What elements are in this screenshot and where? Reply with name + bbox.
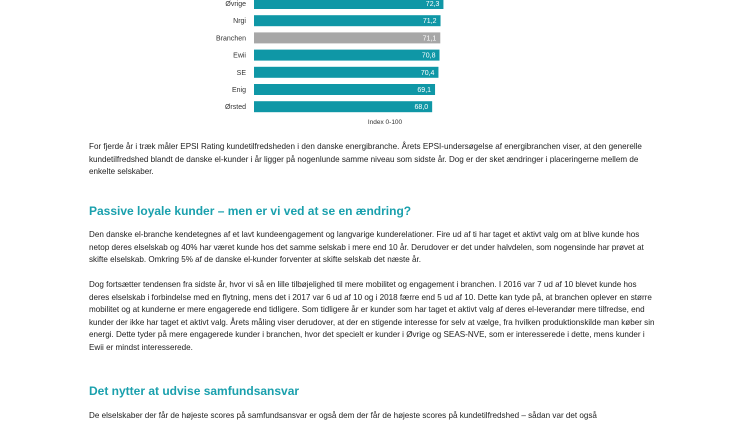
bar-øvrige: [254, 0, 443, 9]
value-label: 70,4: [420, 69, 435, 77]
value-label: 70,8: [421, 52, 436, 60]
bar-nrgi: [254, 15, 441, 26]
category-label: Ørsted: [224, 104, 246, 112]
intro-paragraph: For fjerde år i træk måler EPSI Rating kundetilfredsheden i den danske energibranche. Årets EPSI-undersøgelse af energibranchen viser, at den generelle kundetilfredshed blandt de danske el-kunder i år ligger på nogenlunde samme niveau som sidste år. Dog er der sket ændringer i placeringerne mellem de enkelte selskaber.: [89, 142, 642, 176]
bar-se: [254, 67, 438, 78]
category-label: Nrgi: [233, 18, 246, 26]
customer-satisfaction-bar-chart: [0, 0, 746, 130]
category-label: SE: [236, 69, 246, 77]
value-label: 68,0: [414, 104, 429, 112]
section2-paragraph: De elselskaber der får de højeste scores på samfundsansvar er også dem der får de højeste scores på kundetilfredshed – sådan var det også: [89, 411, 597, 420]
section1-paragraph-1: Den danske el-branche kendetegnes af et lavt kundeengagement og langvarige kunderelationer. Fire ud af ti har taget et aktivt valg om at blive kunde hos netop deres elselskab og 40% har været kunde hos det samme selskab i mere end 10 år. Derudover er det under halvdelen, som nogensinde har prøvet at skifte elselskab. Omkring 5% af de danske el-kunder forventer at skifte selskab det næste år.: [89, 230, 644, 264]
category-label: Øvrige: [225, 1, 246, 8]
x-axis-label: Index 0-100: [367, 119, 403, 126]
category-label: Enig: [231, 87, 246, 94]
value-label: 71,1: [422, 35, 437, 43]
bar-enig: [254, 84, 435, 95]
bar-ørsted: [254, 101, 432, 112]
bar-ewii: [254, 50, 439, 61]
value-label: 72,3: [425, 1, 440, 8]
section-heading-passive-loyal-customers: Passive loyale kunder – men er vi ved at se en ændring?: [89, 204, 412, 218]
section-heading-social-responsibility: Det nytter at udvise samfundsansvar: [89, 384, 300, 398]
section1-paragraph-2: Dog fortsætter tendensen fra sidste år, hvor vi så en lille tilbøjelighed til mere mobilitet og engagement i branchen. I 2016 var 7 ud af 10 blevet kunde hos deres elselskab i forbindelse med en flytning, mens det i 2017 var 6 ud af 10 og i 2018 færre end 5 ud af 10. Dette kan tyde på, at branchen oplever en større mobilitet og at kunderne er mere engagerede end tidligere. Som tidligere år er kunder som har taget et aktivt valg af deres el-leverandør mere tilfredse, end kunder der ikke har taget et aktivt valg. Årets måling viser derudover, at der en stigende interesse for selv at vælge, fra hvilken produktionskilde man køber sin energi. Dette tyder på mere engagerede kunder i branchen, hvor det specielt er kunder i Øvrige og SEAS-NVE, som er interesserede i dette, mens kunder i Ewii er mindst interesserede.: [89, 280, 655, 352]
value-label: 69,1: [417, 87, 432, 94]
bar-branchen: [254, 32, 440, 43]
category-label: Ewii: [233, 52, 246, 60]
value-label: 71,2: [422, 18, 437, 26]
category-label: Branchen: [216, 35, 246, 43]
